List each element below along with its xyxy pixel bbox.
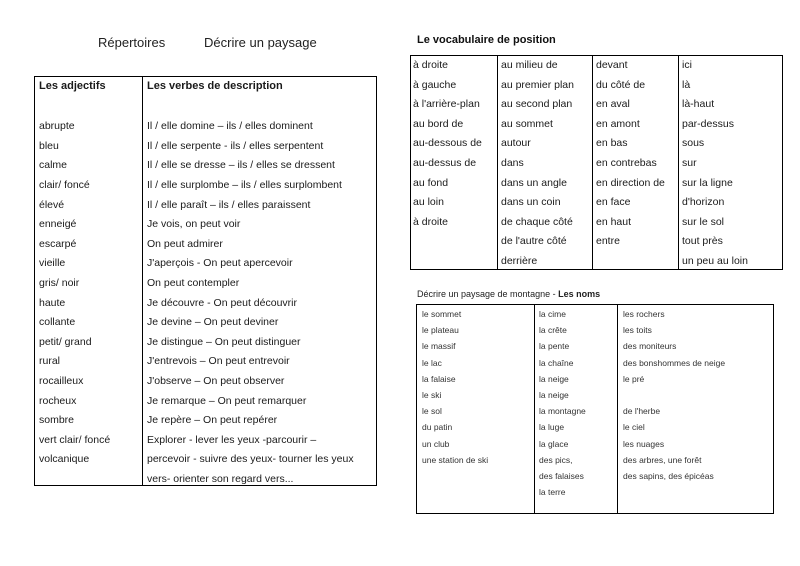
position-cell: derrière bbox=[501, 254, 538, 267]
noun-cell: des moniteurs bbox=[623, 341, 677, 352]
position-cell: du côté de bbox=[596, 78, 646, 91]
position-cell: autour bbox=[501, 137, 531, 150]
position-cell: de chaque côté bbox=[501, 215, 573, 228]
nouns-column bbox=[623, 306, 725, 484]
noun-cell: le pré bbox=[623, 373, 645, 384]
position-cell: ici bbox=[682, 59, 692, 71]
nouns-title-bold: Les noms bbox=[558, 289, 601, 299]
adjective-cell: rocheux bbox=[39, 394, 77, 407]
position-cell: à gauche bbox=[413, 78, 457, 91]
position-cell: d'horizon bbox=[682, 196, 725, 209]
position-cell: là-haut bbox=[682, 98, 715, 111]
verb-cell: J'aperçois - On peut apercevoir bbox=[147, 257, 293, 270]
noun-cell: la glace bbox=[539, 438, 569, 449]
position-cell: au milieu de bbox=[501, 59, 558, 71]
adjectives-column bbox=[39, 77, 139, 470]
verb-cell: Je découvre - On peut découvrir bbox=[147, 296, 297, 309]
position-cell: en face bbox=[596, 196, 631, 209]
position-column bbox=[596, 56, 665, 252]
noun-cell: des pics, bbox=[539, 454, 573, 465]
noun-cell: le sol bbox=[422, 406, 442, 417]
verb-cell: Je distingue – On peut distinguer bbox=[147, 335, 301, 348]
noun-cell: le massif bbox=[422, 341, 456, 352]
position-cell: en direction de bbox=[596, 176, 665, 189]
verb-cell: J'entrevois – On peut entrevoir bbox=[147, 355, 290, 368]
noun-cell: la chaîne bbox=[539, 357, 574, 368]
verb-cell: Il / elle se dresse – ils / elles se dressent bbox=[147, 159, 335, 172]
position-title: Le vocabulaire de position bbox=[417, 34, 556, 46]
position-cell: au loin bbox=[413, 196, 444, 209]
adjective-cell: sombre bbox=[39, 414, 75, 427]
adjective-cell: collante bbox=[39, 316, 76, 329]
position-cell: de l'autre côté bbox=[501, 235, 567, 248]
noun-cell: le lac bbox=[422, 357, 442, 368]
adjective-cell: volcanique bbox=[39, 453, 90, 466]
column-divider bbox=[617, 305, 618, 513]
position-cell: au fond bbox=[413, 176, 449, 189]
position-cell: au bord de bbox=[413, 117, 464, 130]
verb-cell: J'observe – On peut observer bbox=[147, 374, 285, 387]
noun-cell: les toits bbox=[623, 325, 652, 336]
column-divider bbox=[497, 56, 498, 269]
adjective-cell: vieille bbox=[39, 257, 66, 270]
adjective-cell: enneigé bbox=[39, 218, 77, 231]
noun-cell: des arbres, une forêt bbox=[623, 454, 702, 465]
noun-cell: la pente bbox=[539, 341, 570, 352]
title-repertoires: Répertoires bbox=[98, 35, 166, 50]
position-cell: un peu au loin bbox=[682, 254, 748, 267]
position-cell: au sommet bbox=[501, 117, 553, 130]
position-cell: par-dessus bbox=[682, 117, 734, 130]
noun-cell: la luge bbox=[539, 422, 565, 433]
noun-cell: les rochers bbox=[623, 309, 665, 319]
position-cell: sous bbox=[682, 137, 705, 150]
position-cell: au second plan bbox=[501, 98, 573, 111]
noun-cell: des sapins, des épicéas bbox=[623, 470, 714, 481]
position-cell: dans un coin bbox=[501, 196, 561, 209]
noun-cell: des falaises bbox=[539, 470, 584, 481]
verb-cell: Je vois, on peut voir bbox=[147, 218, 241, 231]
verb-cell: vers- orienter son regard vers... bbox=[147, 472, 294, 485]
nouns-title-prefix: Décrire un paysage de montagne - bbox=[417, 289, 559, 299]
adjective-cell: rocailleux bbox=[39, 374, 84, 387]
column-divider bbox=[142, 77, 143, 485]
adjective-cell: calme bbox=[39, 159, 68, 172]
position-cell: en contrebas bbox=[596, 156, 657, 169]
verb-cell: Il / elle paraît – ils / elles paraissent bbox=[147, 198, 311, 211]
noun-cell: la neige bbox=[539, 373, 569, 384]
position-cell: tout près bbox=[682, 235, 723, 248]
column-divider bbox=[592, 56, 593, 269]
column-divider bbox=[678, 56, 679, 269]
verb-cell: Il / elle surplombe – ils / elles surplombent bbox=[147, 178, 342, 191]
verb-cell: Explorer - lever les yeux -parcourir – bbox=[147, 433, 317, 446]
noun-cell bbox=[623, 387, 725, 403]
position-column bbox=[501, 56, 574, 272]
verbs-column bbox=[147, 77, 377, 489]
adjective-cell: rural bbox=[39, 355, 61, 368]
position-cell: sur bbox=[682, 156, 697, 169]
verb-cell: Je repère – On peut repérer bbox=[147, 414, 278, 427]
noun-cell: les nuages bbox=[623, 438, 665, 449]
position-cell: dans bbox=[501, 156, 524, 169]
position-cell: devant bbox=[596, 59, 628, 71]
noun-cell: la crête bbox=[539, 325, 567, 336]
position-cell: au-dessus de bbox=[413, 156, 477, 169]
adjective-cell: petit/ grand bbox=[39, 335, 92, 348]
position-cell: sur le sol bbox=[682, 215, 725, 228]
position-cell: au premier plan bbox=[501, 78, 574, 91]
nouns-title bbox=[417, 289, 600, 299]
verb-cell: Il / elle domine – ils / elles dominent bbox=[147, 120, 313, 133]
position-cell: entre bbox=[596, 235, 620, 248]
position-cell: à droite bbox=[413, 215, 449, 228]
position-cell: à droite bbox=[413, 59, 449, 71]
verb-cell: Je devine – On peut deviner bbox=[147, 316, 279, 329]
adjective-cell: bleu bbox=[39, 139, 59, 152]
adjectives-header: Les adjectifs bbox=[39, 80, 106, 92]
adjective-cell: élevé bbox=[39, 198, 65, 211]
adjective-cell: escarpé bbox=[39, 237, 77, 250]
position-cell: au-dessous de bbox=[413, 137, 482, 150]
position-table bbox=[410, 55, 783, 270]
nouns-column bbox=[539, 306, 586, 500]
noun-cell: la cime bbox=[539, 309, 566, 319]
noun-cell: le ski bbox=[422, 389, 442, 400]
noun-cell: du patin bbox=[422, 422, 453, 433]
position-cell: à l'arrière-plan bbox=[413, 98, 480, 111]
noun-cell: une station de ski bbox=[422, 454, 489, 465]
verb-cell: On peut contempler bbox=[147, 276, 240, 289]
noun-cell: la terre bbox=[539, 487, 566, 498]
adjective-cell: clair/ foncé bbox=[39, 178, 90, 191]
verb-cell: Il / elle serpente - ils / elles serpentent bbox=[147, 139, 324, 152]
noun-cell: le ciel bbox=[623, 422, 645, 433]
verb-cell: Je remarque – On peut remarquer bbox=[147, 394, 307, 407]
noun-cell: des bonshommes de neige bbox=[623, 357, 726, 368]
noun-cell: le plateau bbox=[422, 325, 459, 336]
noun-cell: un club bbox=[422, 438, 450, 449]
adjective-cell: gris/ noir bbox=[39, 276, 80, 289]
nouns-table bbox=[416, 304, 774, 514]
position-cell: en haut bbox=[596, 215, 632, 228]
noun-cell: la falaise bbox=[422, 373, 456, 384]
position-cell: sur la ligne bbox=[682, 176, 733, 189]
adjectives-verbs-table bbox=[34, 76, 377, 486]
noun-cell: la neige bbox=[539, 389, 569, 400]
verb-cell: percevoir - suivre des yeux- tourner les yeux bbox=[147, 453, 354, 466]
noun-cell: de l'herbe bbox=[623, 406, 661, 417]
position-column bbox=[682, 56, 748, 272]
title-decrire-paysage: Décrire un paysage bbox=[204, 35, 317, 50]
verbs-header: Les verbes de description bbox=[147, 80, 283, 92]
position-cell: en amont bbox=[596, 117, 640, 130]
position-cell: dans un angle bbox=[501, 176, 567, 189]
position-cell: en bas bbox=[596, 137, 628, 150]
nouns-column bbox=[422, 306, 488, 468]
position-column bbox=[413, 56, 482, 232]
verb-cell: On peut admirer bbox=[147, 237, 223, 250]
position-cell: en aval bbox=[596, 98, 630, 111]
adjective-cell: vert clair/ foncé bbox=[39, 433, 111, 446]
noun-cell: le sommet bbox=[422, 309, 462, 319]
position-cell: là bbox=[682, 78, 691, 91]
adjective-cell: haute bbox=[39, 296, 66, 309]
column-divider bbox=[534, 305, 535, 513]
adjective-cell: abrupte bbox=[39, 120, 75, 133]
noun-cell: la montagne bbox=[539, 406, 586, 417]
